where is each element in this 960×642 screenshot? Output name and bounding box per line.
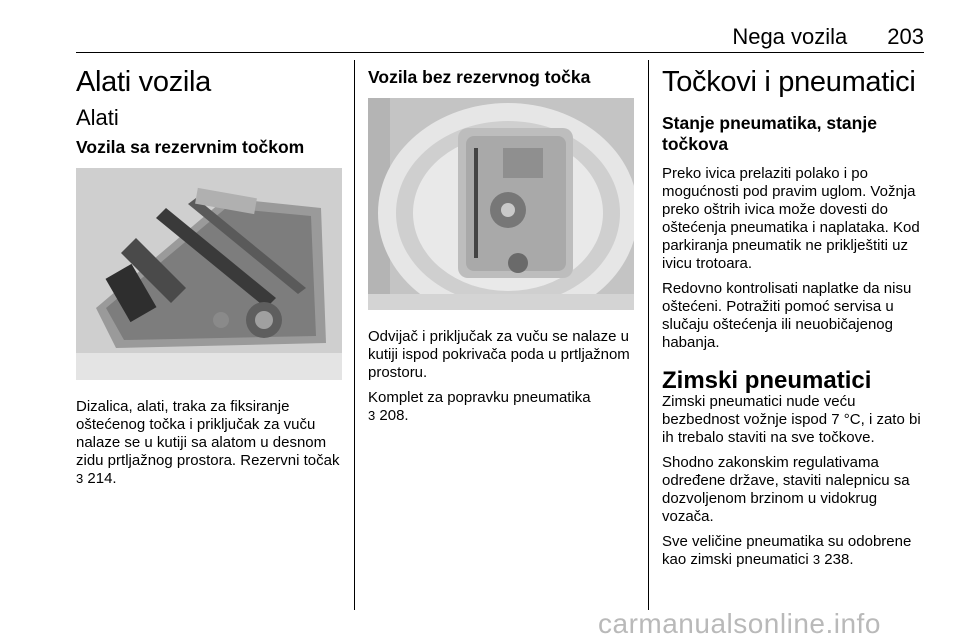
- column-1: [76, 58, 342, 495]
- section-title: Nega vozila: [732, 24, 848, 49]
- subsection-heading: Vozila bez rezervnog točka: [368, 67, 591, 87]
- section-heading: Alati: [76, 105, 119, 130]
- section-heading: Zimski pneumatici: [662, 367, 872, 394]
- column-2: [368, 58, 634, 432]
- paragraph: Komplet za popravku pneumatika 3 208.: [368, 389, 591, 424]
- column-divider: [354, 60, 355, 610]
- chapter-title: Alati vozila: [76, 66, 212, 98]
- column-3: [662, 58, 928, 576]
- page-number: 203: [887, 24, 924, 49]
- paragraph: Shodno zakonskim regulativama određene države, staviti nalepnicu sa dozvoljenom brzinom u vidokrug vozača.: [662, 454, 910, 525]
- column-divider: [648, 60, 649, 610]
- paragraph: Odvijač i priključak za vuču se nalaze u kutiji ispod pokrivača poda u prtljažnom prostoru.: [368, 328, 630, 381]
- page-header: [76, 22, 924, 53]
- reference-arrow-icon: 3: [812, 552, 821, 567]
- spare-well-image: [368, 98, 634, 310]
- reference-arrow-icon: 3: [368, 408, 376, 423]
- toolbox-image: [76, 168, 342, 380]
- watermark: carmanualsonline.info: [598, 608, 881, 639]
- subsection-heading: Stanje pneumatika, stanje točkova: [662, 113, 877, 154]
- paragraph: Zimski pneumatici nude veću bezbednost vožnje ispod 7 °C, i zato bi ih trebalo staviti na sve točkove.: [662, 393, 921, 446]
- paragraph: Dizalica, alati, traka za fiksiranje oštećenog točka i priključak za vuču nalaze se u kutiji sa alatom u desnom zidu prtljažnog prostora. Rezervni točak 3 214.: [76, 398, 340, 487]
- paragraph: Sve veličine pneumatika su odobrene kao zimski pneumatici 3 238.: [662, 533, 912, 568]
- subsection-heading: Vozila sa rezervnim točkom: [76, 137, 305, 157]
- paragraph: Redovno kontrolisati naplatke da nisu oštećeni. Potražiti pomoć servisa u slučaju oštećenja ili neuobičajenog habanja.: [662, 280, 912, 351]
- paragraph: Preko ivica prelaziti polako i po mogućnosti pod pravim uglom. Vožnja preko oštrih ivica može dovesti do oštećenja pneumatika i naplataka. Kod parkiranja pneumatik ne priklještiti uz ivicu trotoara.: [662, 165, 920, 272]
- chapter-title: Točkovi i pneumatici: [662, 66, 916, 98]
- reference-arrow-icon: 3: [76, 471, 84, 486]
